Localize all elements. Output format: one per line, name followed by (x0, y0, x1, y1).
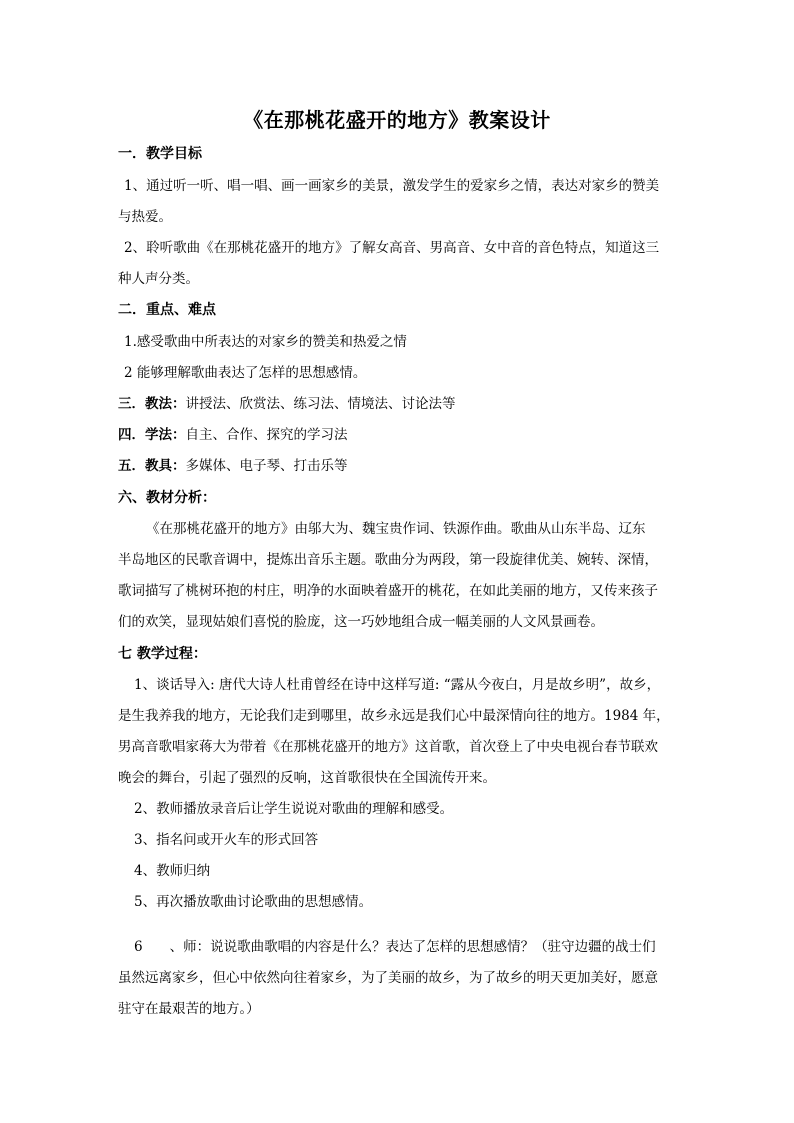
section-heading-objectives: 一．教学目标 (118, 146, 202, 162)
paragraph-line: 4、教师归纳 (134, 863, 211, 879)
paragraph-line: 驻守在最艰苦的地方。） (118, 1001, 260, 1017)
section-text: 自主、合作、探究的学习法 (185, 427, 348, 443)
paragraph-line: 1、谈话导入: 唐代大诗人杜甫曾经在诗中这样写道: “露从今夜白，月是故乡明”，故乡， (134, 677, 661, 693)
section-text: 讲授法、欣赏法、练习法、情境法、讨论法等 (185, 396, 456, 412)
paragraph-line: 3、指名问或开火车的形式回答 (134, 832, 319, 848)
paragraph-line: 男高音歌唱家蒋大为带着《在那桃花盛开的地方》这首歌，首次登上了中央电视台春节联欢 (118, 739, 658, 755)
paragraph-line: 6 、师：说说歌曲歌唱的内容是什么？表达了怎样的思想感情？（驻守边疆的战士们 (134, 939, 656, 955)
section-text: 多媒体、电子琴、打击乐等 (185, 458, 348, 474)
paragraph-line: 虽然远离家乡，但心中依然向往着家乡，为了美丽的故乡，为了故乡的明天更加美好，愿意 (118, 970, 658, 986)
section-teaching-aids (118, 457, 688, 475)
paragraph-line: 2、教师播放录音后让学生说说对歌曲的理解和感受。 (134, 801, 454, 817)
section-learning-methods (118, 426, 688, 444)
paragraph-line: 1.感受歌曲中所表达的对家乡的赞美和热爱之情 (124, 334, 407, 350)
paragraph-line: 半岛地区的民歌音调中，提炼出音乐主题。歌曲分为两段，第一段旋律优美、婉转、深情， (118, 552, 658, 568)
paragraph-line: 2、聆听歌曲《在那桃花盛开的地方》了解女高音、男高音、女中音的音色特点，知道这三 (124, 240, 660, 256)
paragraph-line: 与热爱。 (118, 209, 172, 225)
section-teaching-methods (118, 395, 688, 413)
paragraph-line: 种人声分类。 (118, 271, 199, 287)
paragraph-line: 们的欢笑，显现姑娘们喜悦的脸庞，这一巧妙地组合成一幅美丽的人文风景画卷。 (118, 614, 604, 630)
section-heading-teaching-process: 七 教学过程： (118, 646, 207, 662)
paragraph-line: 1、通过听一听、唱一唱、画一画家乡的美景，激发学生的爱家乡之情，表达对家乡的赞美 (124, 178, 660, 194)
paragraph-line: 是生我养我的地方，无论我们走到哪里，故乡永远是我们心中最深情向往的地方。1984 年， (118, 708, 670, 724)
paragraph-line: 晚会的舞台，引起了强烈的反响，这首歌很快在全国流传开来。 (118, 770, 496, 786)
paragraph-line: 歌词描写了桃树环抱的村庄，明净的水面映着盛开的桃花，在如此美丽的地方，又传来孩子 (118, 583, 658, 599)
section-heading-key-points: 二．重点、难点 (118, 302, 216, 318)
paragraph-line: 2 能够理解歌曲表达了怎样的思想感情。 (124, 365, 367, 381)
section-label: 三．教法： (118, 396, 186, 412)
section-label: 四．学法： (118, 427, 186, 443)
paragraph-line: 5、再次播放歌曲讨论歌曲的思想感情。 (134, 894, 373, 910)
paragraph-line: 《在那桃花盛开的地方》由邬大为、魏宝贵作词、铁源作曲。歌曲从山东半岛、辽东 (146, 521, 646, 537)
document-title: 《在那桃花盛开的地方》教案设计 (243, 108, 551, 132)
section-heading-material-analysis: 六、教材分析： (118, 490, 216, 506)
section-label: 五．教具： (118, 458, 186, 474)
